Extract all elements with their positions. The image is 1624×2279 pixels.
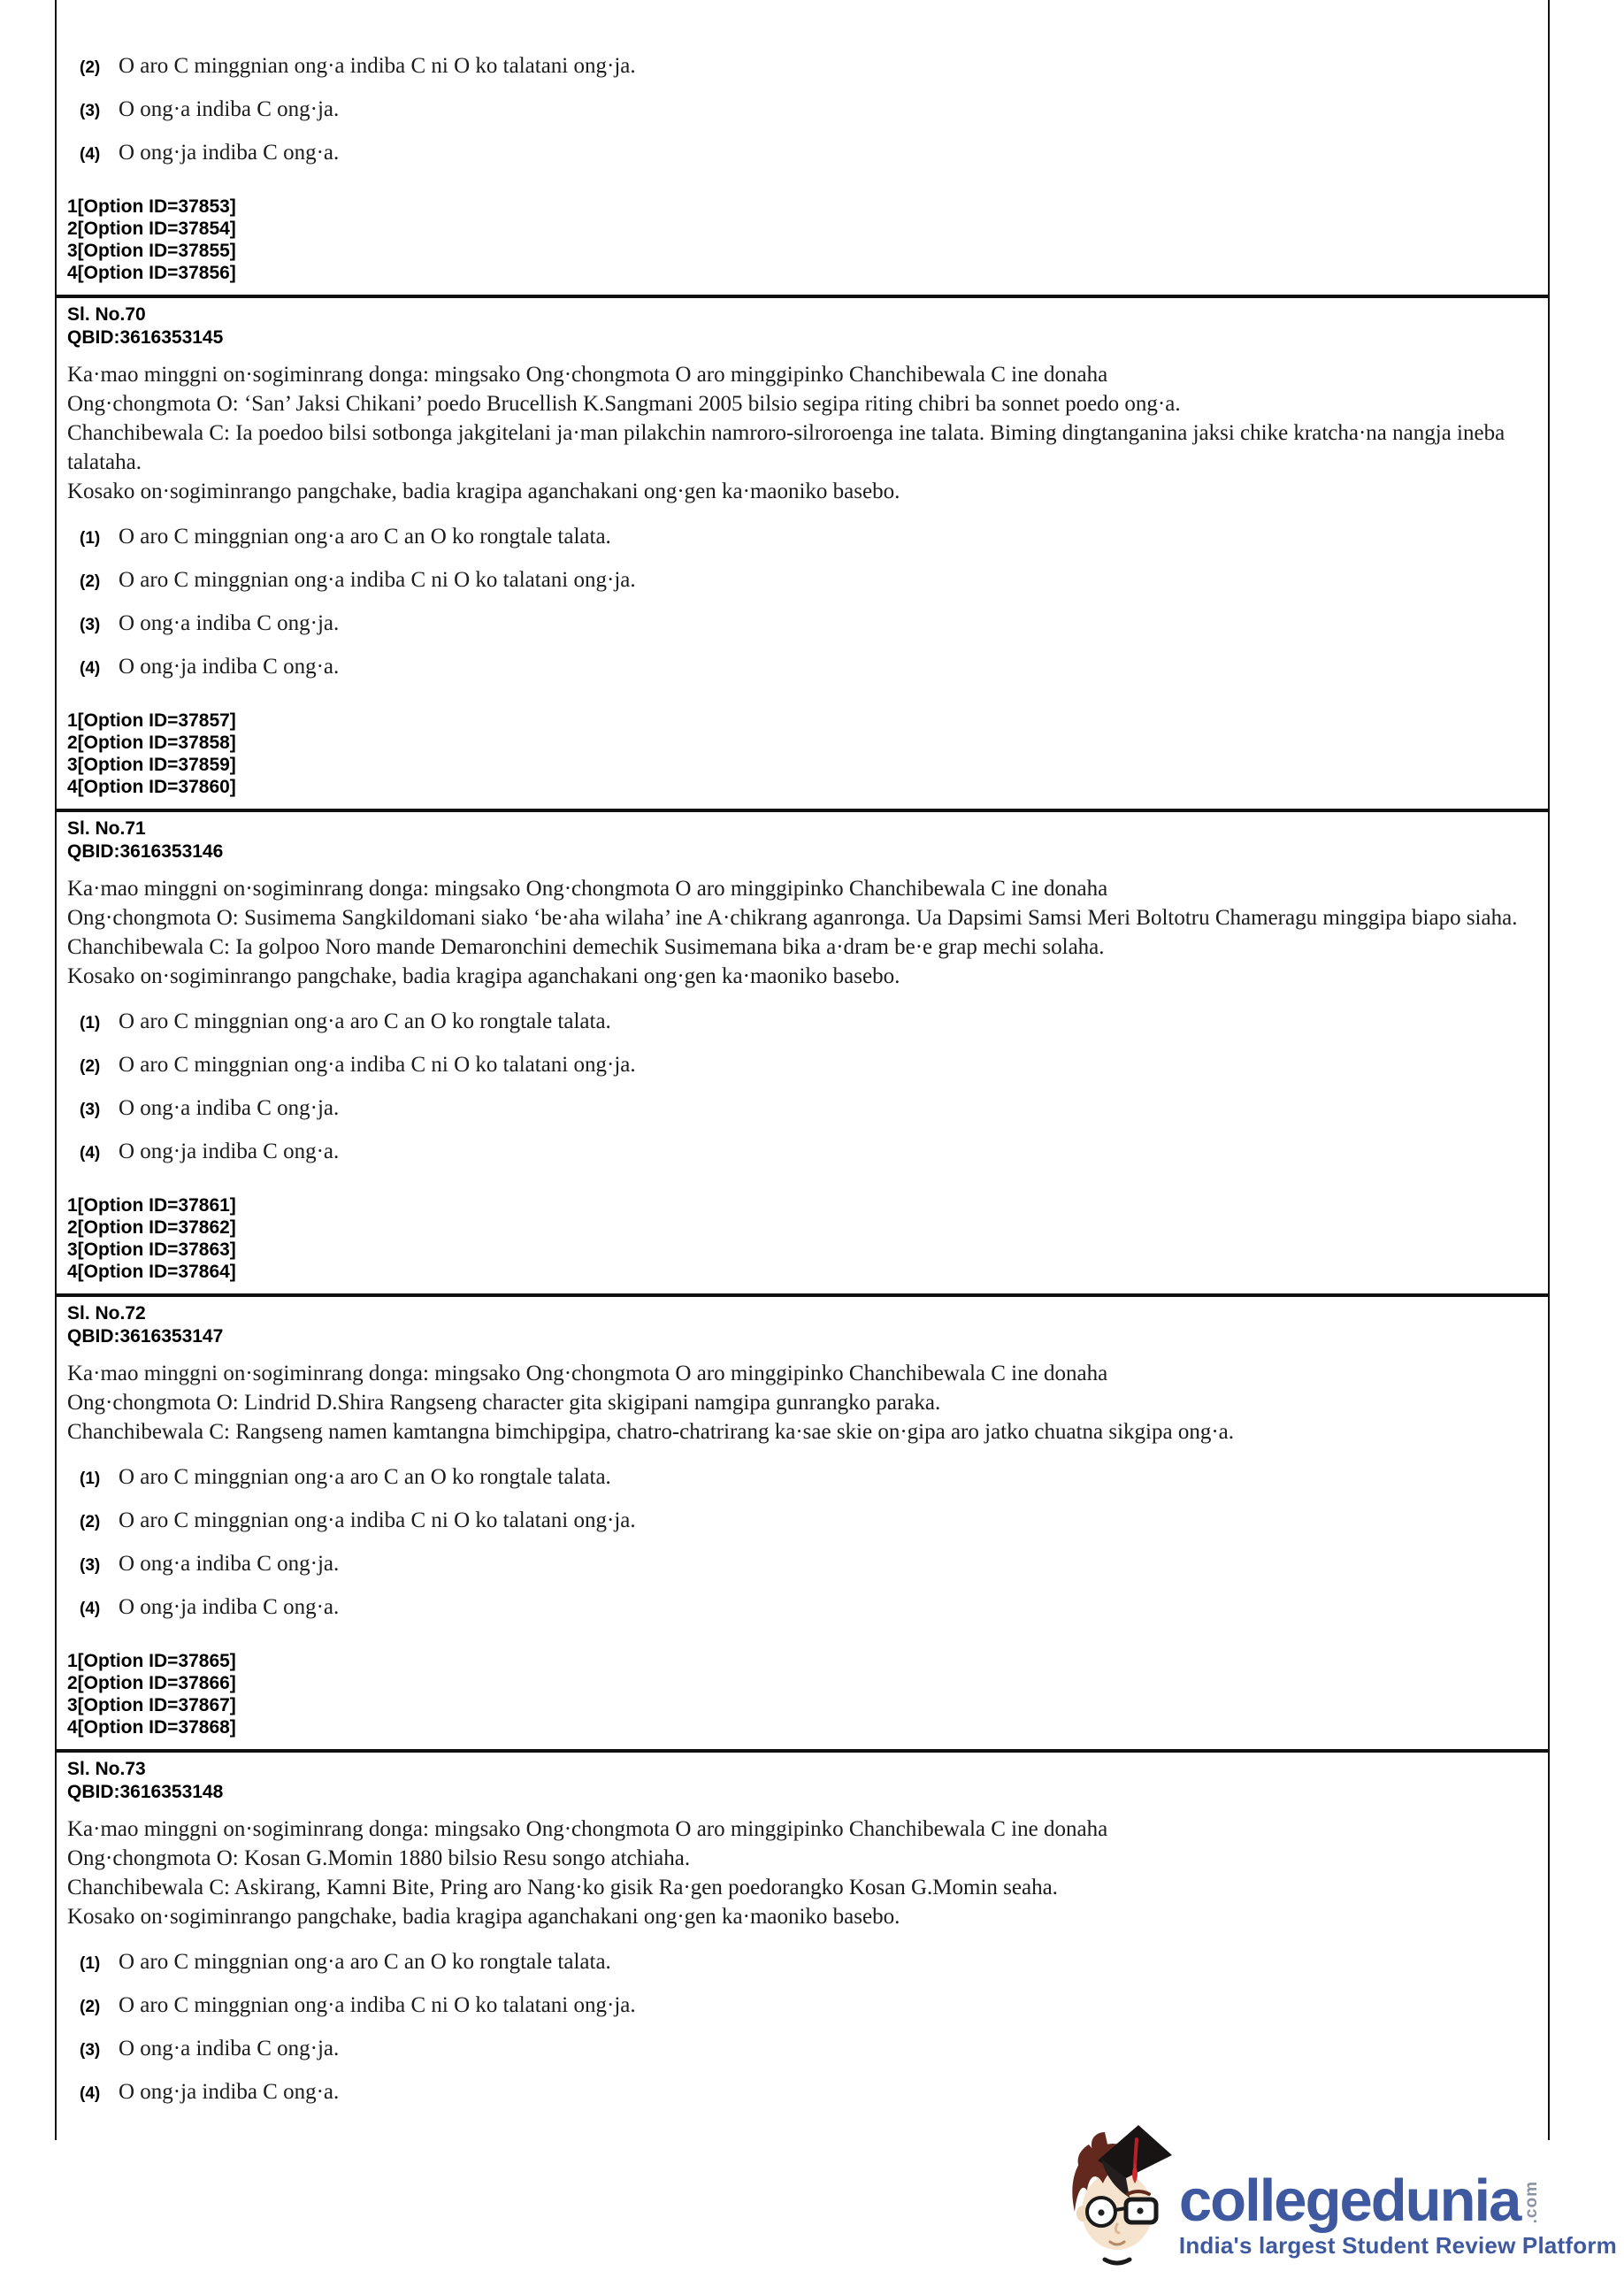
option-text: O ong·ja indiba C ong·a. — [119, 1595, 340, 1619]
option-id: 4[Option ID=37856] — [67, 263, 236, 283]
answer-option — [67, 1595, 1536, 1620]
option-number: (4) — [80, 659, 101, 678]
option-id: 1[Option ID=37853] — [67, 196, 236, 217]
option-number: (4) — [80, 1600, 101, 1618]
answer-option — [67, 1950, 1536, 1975]
question-line: Chanchibewala C: Askirang, Kamni Bite, Pring aro Nang·ko gisik Ra·gen poedorangko Kosan G.Momin seaha. — [67, 1876, 1058, 1899]
answer-option — [67, 655, 1536, 679]
option-text: O aro C minggnian ong·a aro C an O ko rongtale talata. — [119, 525, 611, 549]
mascot-icon — [1062, 2120, 1174, 2268]
option-id: 3[Option ID=37855] — [67, 241, 236, 261]
answer-option — [67, 611, 1536, 636]
answer-option — [67, 525, 1536, 549]
question-serial: Sl. No.72 — [67, 1303, 146, 1324]
question-block-72 — [55, 1295, 1550, 1751]
option-number: (3) — [80, 102, 101, 120]
question-qbid: QBID:3616353148 — [67, 1782, 224, 1802]
answer-option — [67, 1993, 1536, 2018]
question-text — [67, 360, 1536, 506]
option-id: 3[Option ID=37863] — [67, 1239, 236, 1260]
question-line: Ong·chongmota O: Susimema Sangkildomani siako ‘be·aha wilaha’ ine A·chikrang aganronga. Ua Dapsimi Samsi Meri Boltotru Chameragu minggipa biapo siaha. — [67, 906, 1518, 930]
option-text: O ong·ja indiba C ong·a. — [119, 141, 340, 165]
option-id: 3[Option ID=37867] — [67, 1695, 236, 1715]
question-line: Chanchibewala C: Rangseng namen kamtangna bimchipgipa, chatro-chatrirang ka·sae skie on·gipa aro jatko chuatna sikgipa ong·a. — [67, 1420, 1234, 1444]
option-id: 2[Option ID=37866] — [67, 1673, 236, 1693]
question-header — [67, 303, 1536, 349]
question-qbid: QBID:3616353147 — [67, 1326, 224, 1347]
question-serial: Sl. No.70 — [67, 304, 146, 325]
option-id-list — [67, 196, 1536, 284]
option-text: O ong·a indiba C ong·ja. — [119, 611, 340, 635]
option-number: (1) — [80, 529, 101, 548]
option-number: (4) — [80, 2084, 101, 2103]
option-id-list — [67, 1194, 1536, 1283]
question-qbid: QBID:3616353145 — [67, 327, 224, 348]
option-text: O ong·a indiba C ong·ja. — [119, 2037, 340, 2060]
brand-tld: .com — [1522, 2181, 1542, 2224]
option-number: (1) — [80, 1954, 101, 1973]
question-line: Ka·mao minggni on·sogiminrang donga: mingsako Ong·chongmota O aro minggipinko Chanchibewala C ine donaha — [67, 1362, 1108, 1385]
option-text: O aro C minggnian ong·a indiba C ni O ko talatani ong·ja. — [119, 1053, 636, 1077]
option-text: O ong·ja indiba C ong·a. — [119, 2080, 340, 2104]
option-text: O aro C minggnian ong·a aro C an O ko rongtale talata. — [119, 1465, 611, 1489]
option-id: 1[Option ID=37861] — [67, 1195, 236, 1216]
option-id: 2[Option ID=37862] — [67, 1217, 236, 1238]
question-line: Chanchibewala C: Ia poedoo bilsi sotbonga jakgitelani ja·man pilakchin namroro-silroroenga ine talata. Biming dingtanganina jaksi chike kratcha·na nangja ineba talataha. — [67, 421, 1505, 474]
option-number: (4) — [80, 145, 101, 164]
option-id: 3[Option ID=37859] — [67, 755, 236, 775]
question-line: Kosako on·sogiminrango pangchake, badia kragipa aganchakani ong·gen ka·maoniko basebo. — [67, 964, 900, 988]
option-id: 1[Option ID=37865] — [67, 1651, 236, 1671]
option-text: O ong·ja indiba C ong·a. — [119, 655, 340, 679]
option-number: (2) — [80, 1998, 101, 2016]
question-sheet — [55, 0, 1550, 2140]
answer-option — [67, 1140, 1536, 1164]
question-block-73 — [55, 1751, 1550, 2140]
question-line: Ong·chongmota O: ‘San’ Jaksi Chikani’ poedo Brucellish K.Sangmani 2005 bilsio segipa riting chibri ba sonnet poedo ong·a. — [67, 392, 1181, 416]
question-header — [67, 1758, 1536, 1804]
option-id: 4[Option ID=37864] — [67, 1262, 236, 1282]
option-text: O aro C minggnian ong·a aro C an O ko rongtale talata. — [119, 1950, 611, 1974]
answer-option — [67, 1053, 1536, 1078]
option-text: O ong·a indiba C ong·ja. — [119, 1096, 340, 1120]
question-header — [67, 1302, 1536, 1348]
option-number: (2) — [80, 58, 101, 77]
answer-option — [67, 1552, 1536, 1577]
option-text: O ong·a indiba C ong·ja. — [119, 97, 340, 121]
option-number: (3) — [80, 1101, 101, 1119]
collegedunia-logo — [1062, 2120, 1617, 2268]
option-id-list — [67, 1650, 1536, 1738]
option-number: (2) — [80, 572, 101, 591]
answer-option — [67, 2080, 1536, 2105]
option-number: (1) — [80, 1469, 101, 1488]
answer-option — [67, 1009, 1536, 1034]
question-line: Kosako on·sogiminrango pangchake, badia kragipa aganchakani ong·gen ka·maoniko basebo. — [67, 1905, 900, 1929]
answer-option — [67, 54, 1536, 79]
question-line: Ka·mao minggni on·sogiminrang donga: mingsako Ong·chongmota O aro minggipinko Chanchibewala C ine donaha — [67, 363, 1108, 387]
answer-option — [67, 97, 1536, 122]
question-line: Chanchibewala C: Ia golpoo Noro mande Demaronchini demechik Susimemana bika a·dram be·e grap mechi solaha. — [67, 935, 1105, 959]
answer-option — [67, 568, 1536, 593]
option-id: 2[Option ID=37854] — [67, 219, 236, 239]
question-text — [67, 1359, 1536, 1446]
option-number: (4) — [80, 1144, 101, 1163]
answer-option — [67, 2037, 1536, 2061]
question-serial: Sl. No.71 — [67, 818, 146, 839]
brand-tagline: India's largest Student Review Platform — [1178, 2232, 1617, 2259]
option-text: O ong·ja indiba C ong·a. — [119, 1140, 340, 1163]
option-number: (3) — [80, 1556, 101, 1575]
option-number: (3) — [80, 616, 101, 634]
answer-option — [67, 1465, 1536, 1490]
brand-wordmark: collegedunia — [1178, 2168, 1521, 2234]
question-line: Kosako on·sogiminrango pangchake, badia kragipa aganchakani ong·gen ka·maoniko basebo. — [67, 480, 900, 503]
question-line: Ong·chongmota O: Lindrid D.Shira Rangseng character gita skigipani namgipa gunrangko paraka. — [67, 1391, 941, 1415]
option-number: (1) — [80, 1014, 101, 1032]
option-id: 1[Option ID=37857] — [67, 710, 236, 731]
question-line: Ka·mao minggni on·sogiminrang donga: mingsako Ong·chongmota O aro minggipinko Chanchibewala C ine donaha — [67, 1817, 1108, 1841]
answer-option — [67, 141, 1536, 165]
option-id: 4[Option ID=37860] — [67, 777, 236, 797]
option-id: 2[Option ID=37858] — [67, 733, 236, 753]
option-text: O aro C minggnian ong·a indiba C ni O ko talatani ong·ja. — [119, 1993, 636, 2017]
option-text: O aro C minggnian ong·a indiba C ni O ko talatani ong·ja. — [119, 568, 636, 592]
option-text: O aro C minggnian ong·a indiba C ni O ko talatani ong·ja. — [119, 54, 636, 78]
option-number: (3) — [80, 2041, 101, 2060]
question-qbid: QBID:3616353146 — [67, 841, 224, 862]
option-number: (2) — [80, 1513, 101, 1531]
question-block-partial — [55, 0, 1550, 296]
answer-option — [67, 1096, 1536, 1121]
option-id-list — [67, 710, 1536, 798]
option-text: O aro C minggnian ong·a indiba C ni O ko talatani ong·ja. — [119, 1508, 636, 1532]
question-text — [67, 874, 1536, 991]
option-text: O aro C minggnian ong·a aro C an O ko rongtale talata. — [119, 1009, 611, 1033]
answer-option — [67, 1508, 1536, 1533]
option-id: 4[Option ID=37868] — [67, 1717, 236, 1738]
question-line: Ka·mao minggni on·sogiminrang donga: mingsako Ong·chongmota O aro minggipinko Chanchibewala C ine donaha — [67, 877, 1108, 901]
question-block-70 — [55, 296, 1550, 810]
question-text — [67, 1815, 1536, 1931]
option-text: O ong·a indiba C ong·ja. — [119, 1552, 340, 1576]
option-number: (2) — [80, 1057, 101, 1076]
question-header — [67, 817, 1536, 863]
question-serial: Sl. No.73 — [67, 1759, 146, 1779]
question-block-71 — [55, 810, 1550, 1295]
question-line: Ong·chongmota O: Kosan G.Momin 1880 bilsio Resu songo atchiaha. — [67, 1846, 691, 1870]
